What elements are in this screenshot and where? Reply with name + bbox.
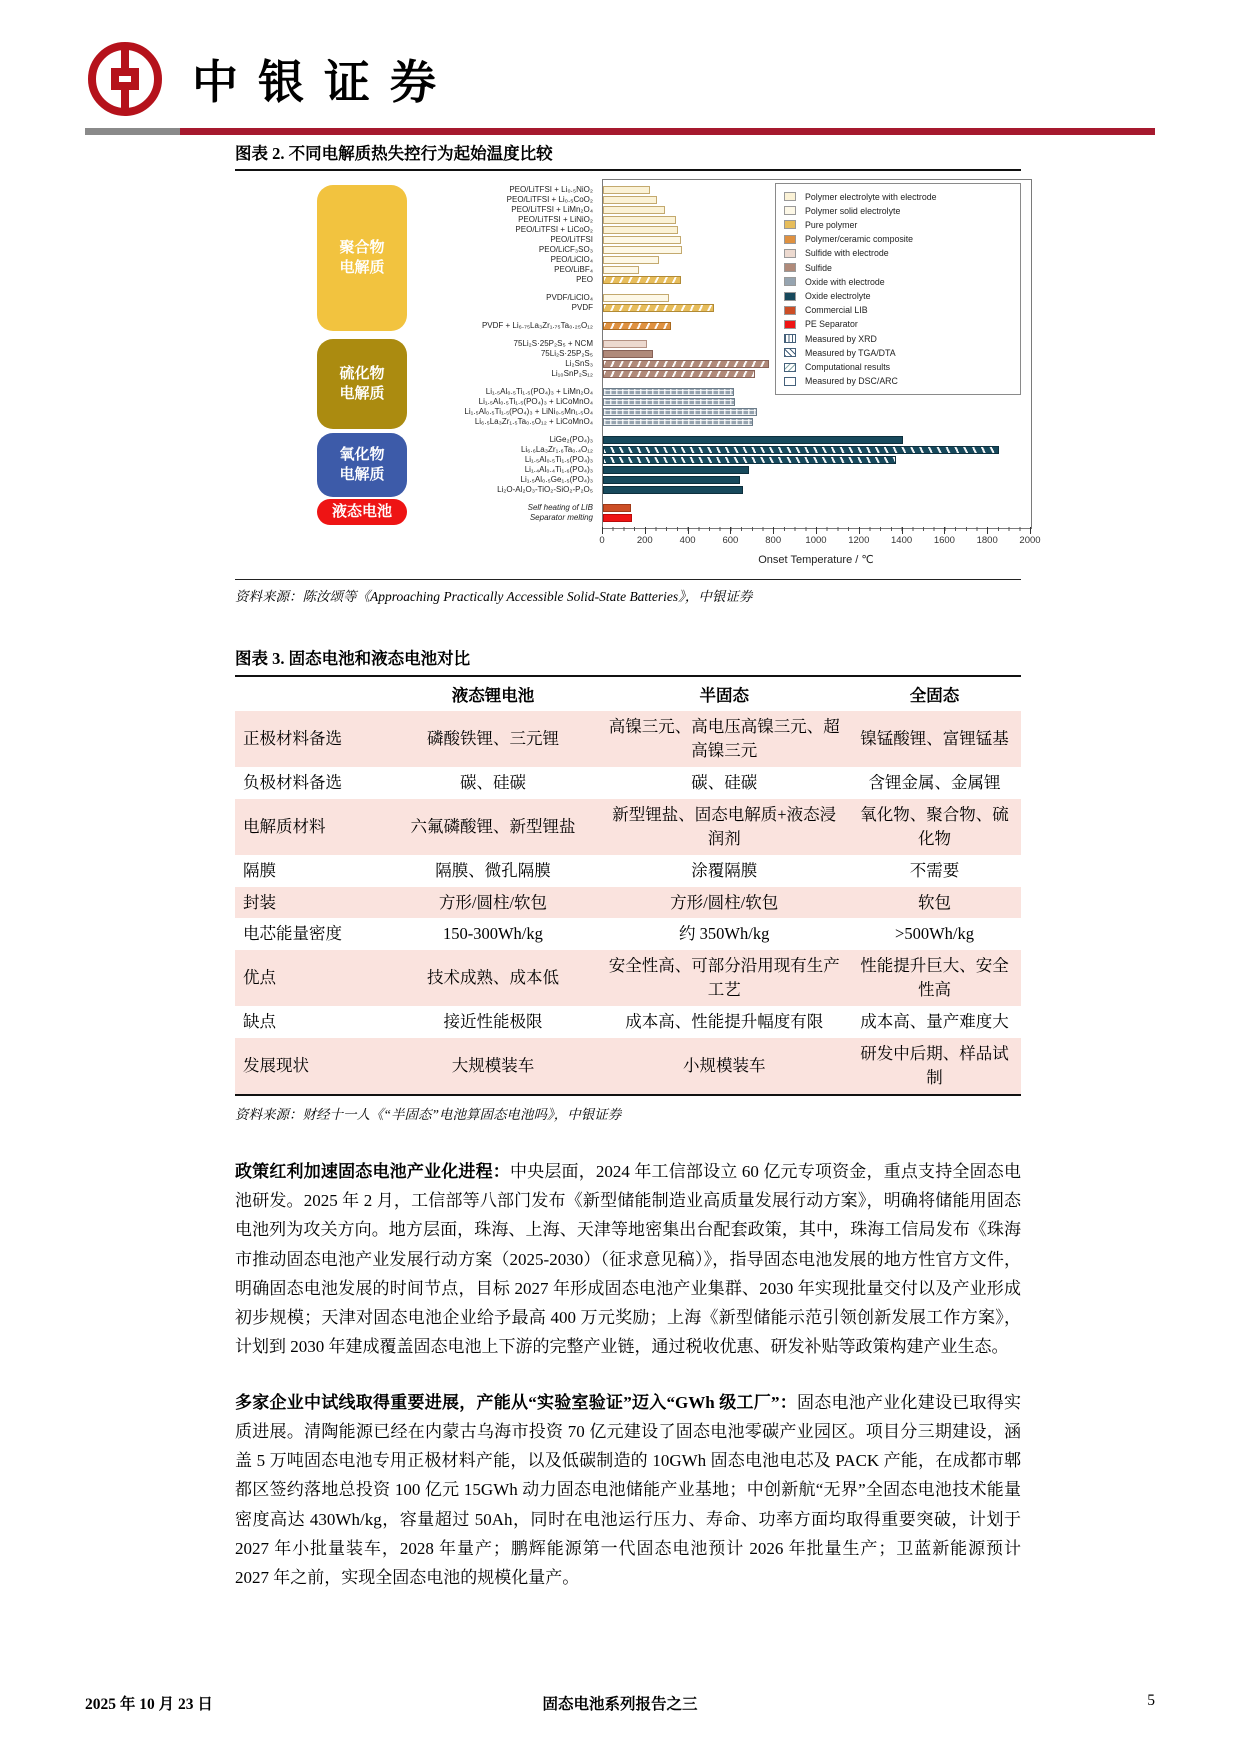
legend-item <box>784 332 1012 345</box>
bar-label: PVDF/LiClO₄ <box>546 293 593 302</box>
table-row-header: 发展现状 <box>243 1056 309 1076</box>
table-cell: 含锂金属、金属锂 <box>868 772 1001 792</box>
x-axis-tick-label: 1000 <box>805 535 827 546</box>
x-axis-tick-label: 2000 <box>1019 535 1041 546</box>
table-row <box>235 1006 1021 1038</box>
bar-label: Li₁.₅Al₀.₅Ti₁.₅(PO₄)₃ + LiNi₀.₅Mn₁.₅O₄ <box>464 407 593 416</box>
legend-item <box>784 361 1012 374</box>
table-cell: 氧化物、聚合物、硫化物 <box>860 804 1009 848</box>
legend-label: Oxide with electrode <box>805 276 885 287</box>
table-cell: 研发中后期、样品试制 <box>860 1044 1009 1088</box>
legend-swatch <box>784 277 796 286</box>
category-box-label: 电解质 <box>339 467 385 483</box>
bar <box>603 370 755 378</box>
table-cell: 磷酸铁锂、三元锂 <box>426 728 559 748</box>
bar-label: Li₁₀SnP₂S₁₂ <box>551 369 593 378</box>
x-axis-tick <box>902 527 903 534</box>
footer-page-number: 5 <box>1147 1692 1155 1709</box>
legend-swatch <box>784 249 796 258</box>
content-column <box>235 140 1041 1592</box>
legend-label: Measured by XRD <box>805 333 877 344</box>
paragraph-policy-lead: 政策红利加速固态电池产业化进程： <box>235 1161 510 1181</box>
bar-label: PEO/LiTFSI + LiMn₂O₄ <box>511 205 593 214</box>
bar <box>603 486 743 494</box>
bar <box>603 476 740 484</box>
table-cell: 150-300Wh/kg <box>442 924 543 944</box>
table-row-header: 封装 <box>243 892 276 912</box>
header-divider <box>85 128 1155 135</box>
table-row-header: 优点 <box>243 968 276 988</box>
x-axis-tick-label: 200 <box>636 535 653 546</box>
legend-swatch <box>784 363 796 372</box>
legend-item <box>784 375 1012 388</box>
legend-swatch <box>784 235 796 244</box>
bar <box>603 360 769 368</box>
table-row <box>235 950 1021 1006</box>
bar-label: Li₂O-Al₂O₃-TiO₂-SiO₂-P₂O₅ <box>497 485 593 494</box>
bar-label: PEO/LiBF₄ <box>554 265 593 274</box>
table-cell: 软包 <box>918 892 952 912</box>
bar-label: PEO/LiTFSI + LiNiO₂ <box>518 215 593 224</box>
legend-label: Commercial LIB <box>805 305 868 316</box>
bar <box>603 206 665 214</box>
x-axis-tick <box>688 527 689 534</box>
legend-label: Polymer/ceramic composite <box>805 234 914 245</box>
bar <box>603 466 749 474</box>
bar <box>603 350 653 358</box>
figure2-title: 图表 2. 不同电解质热失控行为起始温度比较 <box>235 144 553 163</box>
category-box-label: 聚合物 <box>339 239 385 256</box>
legend-item <box>784 275 1012 288</box>
table-cell: 高镍三元、高电压高镍三元、超高镍三元 <box>608 717 840 760</box>
legend-label: Measured by TGA/DTA <box>805 347 896 358</box>
bar-label: Li₁.₅Al₀.₅Ge₁.₅(PO₄)₃ <box>520 475 593 484</box>
table-row-header: 负极材料备选 <box>243 772 342 792</box>
brand-header <box>88 42 456 116</box>
bar-label: PEO/LiTFSI + LiCoO₂ <box>515 225 593 234</box>
x-axis-tick <box>602 527 603 534</box>
table-cell: 约 350Wh/kg <box>679 924 770 944</box>
table-column-header: 半固态 <box>699 686 749 705</box>
bar <box>603 186 650 194</box>
table-cell: 方形/圆柱/软包 <box>670 892 779 912</box>
legend-item <box>784 247 1012 260</box>
table-row <box>235 855 1021 887</box>
category-box-label: 电解质 <box>339 260 385 276</box>
table-row <box>235 1038 1021 1095</box>
x-axis-tick <box>987 527 988 534</box>
legend-swatch <box>784 348 796 357</box>
table-cell: 安全性高、可部分沿用现有生产工艺 <box>608 956 840 1000</box>
table-cell: 成本高、量产难度大 <box>860 1012 1009 1032</box>
chart-legend <box>775 183 1021 395</box>
x-axis-title: Onset Temperature / ℃ <box>758 554 874 566</box>
paragraph-industry-lead: 多家企业中试线取得重要进展，产能从“实验室验证”迈入“GWh 级工厂”： <box>235 1392 797 1412</box>
legend-swatch <box>784 320 796 329</box>
bar <box>603 276 681 284</box>
table-row-header: 正极材料备选 <box>243 728 342 748</box>
table-cell: 不需要 <box>909 860 960 880</box>
paragraph-industry-text: 固态电池产业化建设已取得实质进展。清陶能源已经在内蒙古乌海市投资 70 亿元建设了固态电池零碳产业园区。项目分三期建设，涵盖 5 万吨固态电池专用正极材料产能，以及低碳制造的 10GWh 固态电池电芯及 PACK 产能，在成都市郫都区签约落地总投资 100 亿元 15GWh 动力固态电池储能产业基地；中创新航“无界”全固态电池技术能量密度高达 430Wh/kg，容量超过 50Ah，同时在电池运行压力、寿命、功率方面均取得重要突破，计划于 2027 年小批量装车，2028 年量产；鹏辉能源第一代固态电池预计 2026 年批量生产；卫蓝新能源预计 2027 年之前，实现全固态电池的规模化量产。 <box>235 1392 1022 1588</box>
x-axis-tick <box>773 527 774 534</box>
x-axis-tick <box>944 527 945 534</box>
footer-date: 2025 年 10 月 23 日 <box>85 1696 213 1713</box>
bar <box>603 246 682 254</box>
legend-label: Sulfide with electrode <box>805 248 889 259</box>
table-row <box>235 918 1021 950</box>
page-footer <box>0 1692 1240 1722</box>
bar-label: 75Li₂S·25P₂S₅ + NCM <box>513 339 593 348</box>
table-cell: 成本高、性能提升幅度有限 <box>625 1012 824 1032</box>
legend-label: PE Separator <box>805 319 858 330</box>
x-axis-tick <box>816 527 817 534</box>
table-cell: 接近性能极限 <box>443 1012 543 1032</box>
figure2-source: 资料来源：陈汝颂等《Approaching Practically Accessible Solid-State Batteries》，中银证券 <box>235 579 1021 605</box>
legend-label: Polymer electrolyte with electrode <box>805 191 937 202</box>
table-cell: 镍锰酸锂、富锂锰基 <box>860 728 1009 748</box>
table-cell: 涂覆隔膜 <box>691 860 758 880</box>
bar-label: Separator melting <box>529 513 593 522</box>
bar <box>603 514 632 522</box>
table-row <box>235 767 1021 799</box>
table-cell: 碳、硅碳 <box>691 772 758 792</box>
legend-swatch <box>784 306 796 315</box>
legend-swatch <box>784 334 796 343</box>
legend-item <box>784 218 1012 231</box>
bar <box>603 398 735 406</box>
legend-swatch <box>784 292 796 301</box>
brand-name: 中银证券 <box>192 57 456 108</box>
comparison-table <box>235 675 1021 1096</box>
bar-label: Li₁.₅Al₀.₅Ti₁.₅(PO₄)₃ <box>524 455 593 464</box>
paragraph-policy-text: 中央层面，2024 年工信部设立 60 亿元专项资金，重点支持全固态电池研发。2025 年 2 月，工信部等八部门发布《新型储能制造业高质量发展行动方案》，明确将储能用固态电池列为攻关方向。地方层面，珠海、上海、天津等地密集出台配套政策，其中，珠海工信局发布《珠海市推动固态电池产业发展行动方案（2025-2030）（征求意见稿）》，指导固态电池发展的地方性官方文件，明确固态电池发展的时间节点，目标 2027 年形成固态电池产业集群、2030 年实现批量交付以及产业形成初步规模；天津对固态电池企业给予最高 400 万元奖励；上海《新型储能示范引领创新发展工作方案》，计划到 2030 年建成覆盖固态电池上下游的完整产业链，通过税收优惠、研发补贴等政策构建产业生态。 <box>235 1161 1021 1357</box>
bar-label: Li₆.₆La₃Zr₁.₆Ta₀.₄O₁₂ <box>520 445 593 454</box>
legend-item <box>784 304 1012 317</box>
bar-label: PEO/LiCF₃SO₃ <box>538 245 593 254</box>
table-row-header: 电芯能量密度 <box>243 924 342 944</box>
bar-label: LiGe₂(PO₄)₃ <box>549 435 593 444</box>
bar <box>603 436 903 444</box>
legend-label: Polymer solid electrolyte <box>805 205 901 216</box>
table-row <box>235 799 1021 855</box>
bar <box>603 256 659 264</box>
table-cell: 大规模装车 <box>451 1056 535 1076</box>
table-column-header: 液态锂电池 <box>451 686 535 705</box>
paragraph-industry <box>235 1388 1021 1593</box>
x-axis-tick-label: 400 <box>679 535 696 546</box>
bar-label: Li₂SnS₃ <box>565 359 593 368</box>
legend-item <box>784 346 1012 359</box>
legend-item <box>784 233 1012 246</box>
bar-label: Li₁.₅Al₀.₅Ti₁.₅(PO₄)₃ + LiCoMnO₄ <box>478 397 593 406</box>
bar <box>603 418 753 426</box>
bar-label: PEO <box>576 275 593 284</box>
bar <box>603 340 647 348</box>
x-axis-tick <box>730 527 731 534</box>
x-axis-tick-label: 800 <box>765 535 782 546</box>
x-axis-tick-label: 1800 <box>976 535 998 546</box>
table-row-header: 隔膜 <box>243 860 276 880</box>
paragraph-policy <box>235 1157 1021 1362</box>
figure2-chart <box>235 175 1041 577</box>
x-axis-tick-label: 1400 <box>891 535 913 546</box>
bar-label: PEO/LiTFSI <box>550 235 593 244</box>
x-axis-tick-label: 600 <box>722 535 739 546</box>
table-cell: 碳、硅碳 <box>459 772 526 792</box>
bar <box>603 236 681 244</box>
bar <box>603 196 657 204</box>
x-axis-tick-label: 1600 <box>933 535 955 546</box>
bar <box>603 456 896 464</box>
legend-swatch <box>784 220 796 229</box>
bar <box>603 388 734 396</box>
table-cell: 小规模装车 <box>682 1056 766 1076</box>
bar <box>603 504 631 512</box>
table-cell: 性能提升巨大、安全性高 <box>860 956 1009 1000</box>
bar <box>603 216 676 224</box>
category-box-label: 硫化物 <box>339 365 385 382</box>
legend-label: Measured by DSC/ARC <box>805 376 898 387</box>
bar-label: Self heating of LIB <box>527 503 593 512</box>
category-box-label: 氧化物 <box>339 446 385 463</box>
bar-label: Li₁.₅Al₀.₅Ti₁.₅(PO₄)₃ + LiMn₂O₄ <box>485 387 593 396</box>
table-column-header <box>235 676 386 711</box>
legend-swatch <box>784 377 796 386</box>
bar-label: PEO/LiTFSI + Li₀.₅NiO₂ <box>509 185 593 194</box>
x-axis-tick-label: 1200 <box>848 535 870 546</box>
x-axis-tick <box>859 527 860 534</box>
footer-report-title: 固态电池系列报告之三 <box>542 1696 698 1713</box>
table-cell: 隔膜、微孔隔膜 <box>435 860 551 880</box>
bar <box>603 304 714 312</box>
table-cell: 新型锂盐、固态电解质+液态浸润剂 <box>612 804 837 848</box>
legend-item <box>784 204 1012 217</box>
bar <box>603 266 639 274</box>
bar <box>603 446 999 454</box>
x-axis-tick <box>645 527 646 534</box>
legend-item <box>784 261 1012 274</box>
legend-swatch <box>784 192 796 201</box>
legend-swatch <box>784 263 796 272</box>
legend-label: Computational results <box>805 362 891 373</box>
table-cell: 六氟磷酸锂、新型锂盐 <box>410 816 576 836</box>
table-row-header: 缺点 <box>243 1012 276 1032</box>
category-box-label: 液态电池 <box>331 503 392 520</box>
table-header-row <box>235 676 1021 711</box>
legend-item <box>784 190 1012 203</box>
table-row <box>235 887 1021 919</box>
table-row-header: 电解质材料 <box>243 816 326 836</box>
bar-label: 75Li₂S·25P₂S₅ <box>540 349 593 358</box>
x-axis-tick-label: 0 <box>599 535 605 546</box>
table-column-header: 全固态 <box>909 686 960 705</box>
boc-logo-icon <box>88 42 162 116</box>
bar <box>603 294 669 302</box>
category-box-label: 电解质 <box>339 386 385 402</box>
legend-swatch <box>784 206 796 215</box>
bar <box>603 408 757 416</box>
bar <box>603 322 671 330</box>
figure3-title: 图表 3. 固态电池和液态电池对比 <box>235 649 471 668</box>
table-row <box>235 711 1021 767</box>
figure2-title-rule <box>235 169 1021 171</box>
bar-label: PVDF <box>571 303 593 312</box>
bar-label: PEO/LiClO₄ <box>550 255 593 264</box>
legend-item <box>784 318 1012 331</box>
bar-label: Li₁.₄Al₀.₄Ti₁.₆(PO₄)₃ <box>524 465 593 474</box>
table-cell: >500Wh/kg <box>895 924 974 944</box>
table-cell: 方形/圆柱/软包 <box>438 892 548 912</box>
bar-label: PVDF + Li₆.₇₅La₃Zr₁.₇₅Ta₀.₂₅O₁₂ <box>481 321 593 330</box>
x-axis-tick <box>1030 527 1031 534</box>
figure3-source: 资料来源：财经十一人《“半固态”电池算固态电池吗》，中银证券 <box>235 1106 622 1122</box>
legend-label: Sulfide <box>805 262 832 273</box>
bar-label: PEO/LiTFSI + Li₀.₅CoO₂ <box>506 195 593 204</box>
table-cell: 技术成熟、成本低 <box>426 968 559 988</box>
bar-label: Li₆.₅La₃Zr₁.₅Ta₀.₅O₁₂ + LiCoMnO₄ <box>474 417 593 426</box>
bar <box>603 226 678 234</box>
legend-label: Pure polymer <box>805 219 858 230</box>
legend-item <box>784 290 1012 303</box>
legend-label: Oxide electrolyte <box>805 291 871 302</box>
